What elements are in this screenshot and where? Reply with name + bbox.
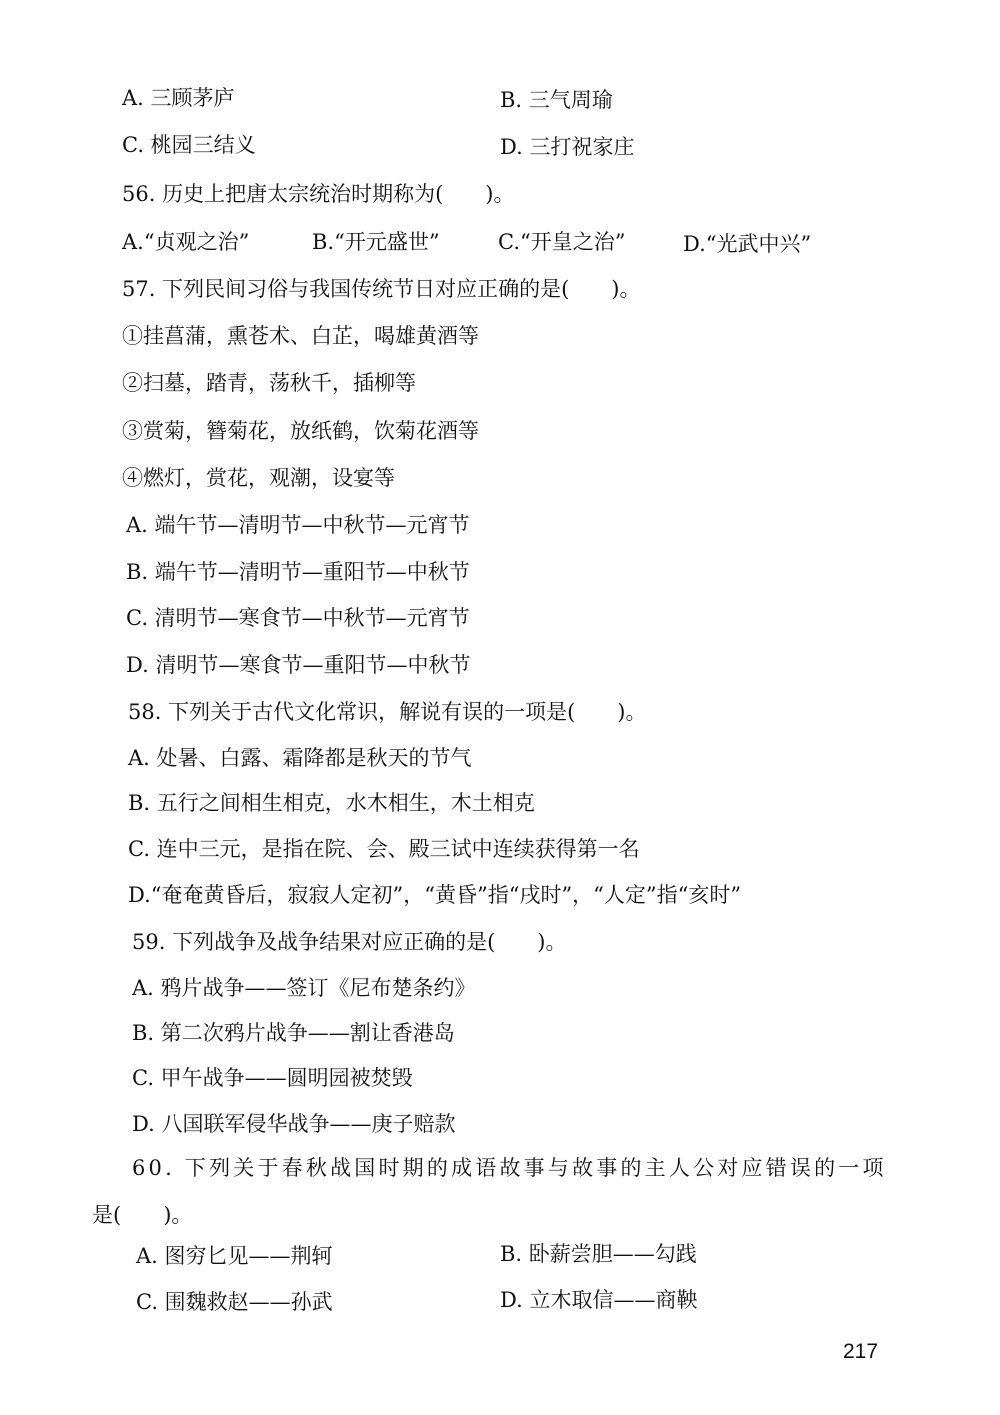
q59-option-b: B. 第二次鸦片战争——割让香港岛 xyxy=(132,1021,455,1045)
q60-option-d: D. 立木取信——商鞅 xyxy=(500,1288,698,1312)
q55-option-a: A. 三顾茅庐 xyxy=(122,86,235,110)
q56-option-a: A.“贞观之治” xyxy=(122,230,250,254)
q60-option-b: B. 卧薪尝胆——勾践 xyxy=(500,1242,697,1266)
q60-option-c: C. 围魏救赵——孙武 xyxy=(136,1290,333,1314)
q58-option-c: C. 连中三元，是指在院、会、殿三试中连续获得第一名 xyxy=(128,837,640,861)
q58-option-d: D.“奄奄黄昏后，寂寂人定初”，“黄昏”指“戌时”，“人定”指“亥时” xyxy=(128,883,742,907)
q57-item-2: ②扫墓，踏青，荡秋千，插柳等 xyxy=(122,371,416,395)
q57-option-c: C. 清明节—寒食节—中秋节—元宵节 xyxy=(126,606,470,630)
q59-option-a: A. 鸦片战争——签订《尼布楚条约》 xyxy=(132,976,476,1000)
q58-option-b: B. 五行之间相生相克，水木相生，木土相克 xyxy=(128,791,535,815)
q57-option-d: D. 清明节—寒食节—重阳节—中秋节 xyxy=(126,653,471,677)
q57-item-3: ③赏菊，簪菊花，放纸鹤，饮菊花酒等 xyxy=(122,419,479,443)
q55-option-b: B. 三气周瑜 xyxy=(500,88,613,112)
q59-option-c: C. 甲午战争——圆明园被焚毁 xyxy=(132,1066,413,1090)
q57-item-4: ④燃灯，赏花，观潮，设宴等 xyxy=(122,466,395,490)
q58-stem: 58. 下列关于古代文化常识，解说有误的一项是( )。 xyxy=(128,700,647,724)
q56-option-c: C.“开皇之治” xyxy=(498,230,626,254)
q60-stem-line2: 是( )。 xyxy=(92,1203,193,1227)
q60-stem-line1: 60. 下列关于春秋战国时期的成语故事与故事的主人公对应错误的一项 xyxy=(132,1156,887,1180)
q57-option-b: B. 端午节—清明节—重阳节—中秋节 xyxy=(126,560,470,584)
q56-option-d: D.“光武中兴” xyxy=(683,232,812,256)
q56-option-b: B.“开元盛世” xyxy=(312,230,440,254)
q55-option-d: D. 三打祝家庄 xyxy=(500,135,635,159)
q57-stem: 57. 下列民间习俗与我国传统节日对应正确的是( )。 xyxy=(122,277,641,301)
page-number: 217 xyxy=(843,1340,879,1363)
q60-option-a: A. 图穷匕见——荆轲 xyxy=(136,1244,333,1268)
q55-option-c: C. 桃园三结义 xyxy=(122,133,256,157)
q59-stem: 59. 下列战争及战争结果对应正确的是( )。 xyxy=(132,930,567,954)
q57-item-1: ①挂菖蒲，熏苍术、白芷，喝雄黄酒等 xyxy=(122,324,479,348)
q56-stem: 56. 历史上把唐太宗统治时期称为( )。 xyxy=(122,182,515,206)
q57-option-a: A. 端午节—清明节—中秋节—元宵节 xyxy=(126,513,470,537)
q58-option-a: A. 处暑、白露、霜降都是秋天的节气 xyxy=(128,746,472,770)
q59-option-d: D. 八国联军侵华战争——庚子赔款 xyxy=(132,1112,456,1136)
